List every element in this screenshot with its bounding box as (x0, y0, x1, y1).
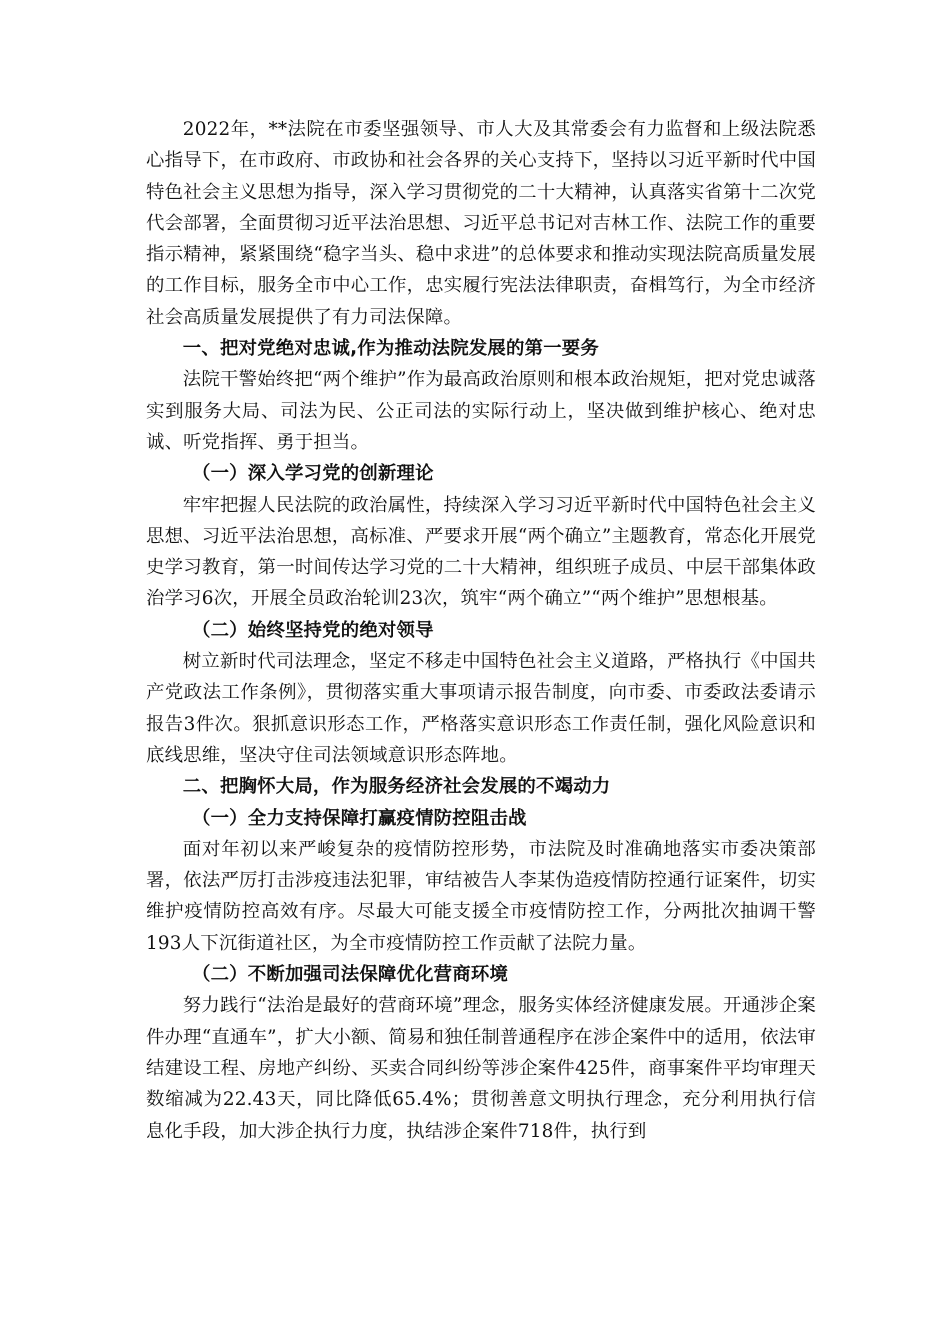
section-heading-2: 二、把胸怀大局，作为服务经济社会发展的不竭动力 (182, 776, 611, 798)
section-1-paragraph: 法院干警始终把“两个维护”作为最高政治原则和根本政治规矩，把对党忠诚落实到服务大局、司法为民、公正司法的实际行动上，坚决做到维护核心、绝对忠诚、听党指挥、勇于担当。 (146, 369, 816, 453)
section-heading-1: 一、把对党绝对忠诚,作为推动法院发展的第一要务 (182, 338, 599, 360)
subsection-2-1-paragraph: 面对年初以来严峻复杂的疫情防控形势，市法院及时准确地落实市委决策部署，依法严厉打击涉疫违法犯罪，审结被告人李某伪造疫情防控通行证案件，切实维护疫情防控高效有序。尽最大可能支援全市疫情防控工作，分两批次抽调干警193人下沉街道社区，为全市疫情防控工作贡献了法院力量。 (146, 838, 816, 954)
intro-paragraph: 2022年，**法院在市委坚强领导、市人大及其常委会有力监督和上级法院悉心指导下，在市政府、市政协和社会各界的关心支持下，坚持以习近平新时代中国特色社会主义思想为指导，深入学习贯彻党的二十大精神，认真落实省第十二次党代会部署，全面贯彻习近平法治思想、习近平总书记对吉林工作、法院工作的重要指示精神，紧紧围绕“稳字当头、稳中求进”的总体要求和推动实现法院高质量发展的工作目标，服务全市中心工作，忠实履行宪法法律职责，奋楫笃行，为全市经济社会高质量发展提供了有力司法保障。 (146, 119, 816, 328)
subsection-1-1-paragraph: 牢牢把握人民法院的政治属性，持续深入学习习近平新时代中国特色社会主义思想、习近平法治思想，高标准、严要求开展“两个确立”主题教育，常态化开展党史学习教育，第一时间传达学习党的二十大精神，组织班子成员、中层干部集体政治学习6次，开展全员政治轮训23次，筑牢“两个确立”“两个维护”思想根基。 (146, 494, 816, 610)
subheading-1-2: （二）始终坚持党的绝对领导 (192, 619, 434, 641)
subheading-2-2: （二）不断加强司法保障优化营商环境 (192, 964, 509, 986)
document-page (146, 114, 816, 1147)
subsection-1-2-paragraph: 树立新时代司法理念，坚定不移走中国特色社会主义道路，严格执行《中国共产党政法工作条例》，贯彻落实重大事项请示报告制度，向市委、市委政法委请示报告3件次。狠抓意识形态工作，严格落实意识形态工作责任制，强化风险意识和底线思维，坚决守住司法领域意识形态阵地。 (146, 651, 816, 766)
subheading-1-1: （一）深入学习党的创新理论 (192, 463, 434, 485)
subsection-2-2-paragraph: 努力践行“法治是最好的营商环境”理念，服务实体经济健康发展。开通涉企案件办理“直通车”，扩大小额、简易和独任制普通程序在涉企案件中的适用，依法审结建设工程、房地产纠纷、买卖合同纠纷等涉企案件425件，商事案件平均审理天数缩减为22.43天，同比降低65.4%；贯彻善意文明执行理念，充分利用执行信息化手段，加大涉企执行力度，执结涉企案件718件，执行到 (146, 995, 816, 1142)
subheading-2-1: （一）全力支持保障打赢疫情防控阻击战 (192, 807, 527, 829)
